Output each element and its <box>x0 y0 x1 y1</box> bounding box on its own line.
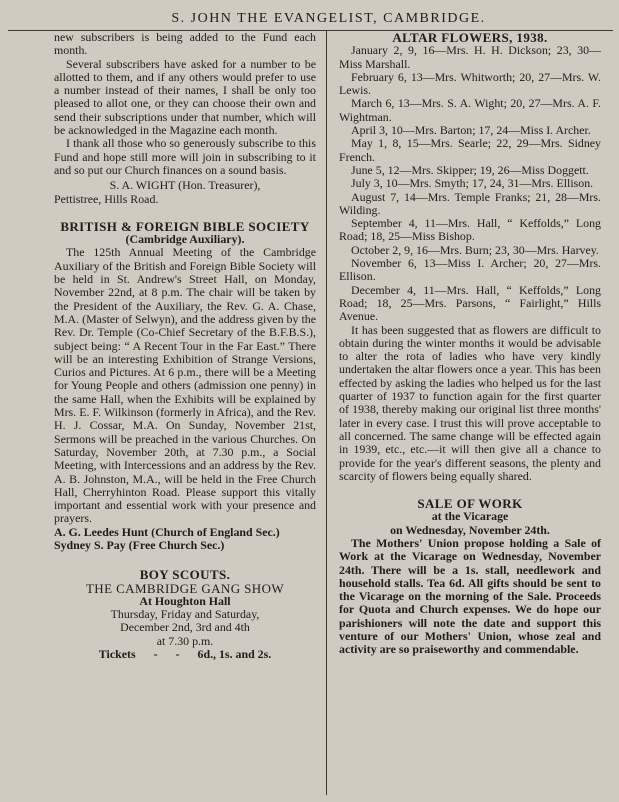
fund-section <box>54 31 316 206</box>
left-column <box>54 31 326 795</box>
treasurer-signature: S. A. WIGHT (Hon. Treasurer), <box>109 178 261 193</box>
gang-show-venue: At Houghton Hall <box>139 593 231 608</box>
gang-show-dates: December 2nd, 3rd and 4th <box>120 620 250 635</box>
altar-entry: November 6, 13—Miss I. Archer; 20, 27—Mrs. Ellison. <box>339 256 601 284</box>
treasurer-address: Pettistree, Hills Road. <box>54 191 159 206</box>
boy-scouts-section <box>54 568 316 661</box>
bible-society-subtitle: (Cambridge Auxiliary). <box>125 232 245 247</box>
altar-flowers-title: ALTAR FLOWERS, 1938. <box>392 30 548 45</box>
bible-society-section <box>54 220 316 552</box>
fund-paragraph-3: I thank all those who so generously subscribe to this Fund and hope still more will join in subscribing to it and so put our Church finances on a sound basis. <box>54 136 316 177</box>
tickets-label: Tickets <box>98 647 136 662</box>
altar-entry: September 4, 11—Mrs. Hall, “ Keffolds,” Long Road; 18, 25—Miss Bishop. <box>339 216 601 244</box>
gang-show-tickets <box>54 648 316 661</box>
altar-entry: October 2, 9, 16—Mrs. Burn; 23, 30—Mrs. Harvey. <box>351 242 599 257</box>
bible-society-title: BRITISH & FOREIGN BIBLE SOCIETY <box>60 218 310 234</box>
fund-paragraph-1: new subscribers is being added to the Fund each month. <box>54 30 316 58</box>
altar-flowers-section <box>339 31 601 483</box>
altar-entry: February 6, 13—Mrs. Whitworth; 20, 27—Mrs. W. Lewis. <box>339 69 601 98</box>
altar-entry: April 3, 10—Mrs. Barton; 17, 24—Miss I. Archer. <box>351 123 591 138</box>
church-of-england-secretary: A. G. Leedes Hunt (Church of England Sec.) <box>54 524 280 539</box>
altar-entry: May 1, 8, 15—Mrs. Searle; 22, 29—Mrs. Sidney French. <box>339 136 601 164</box>
altar-entry: July 3, 10—Mrs. Smyth; 17, 24, 31—Mrs. Ellison. <box>351 176 594 191</box>
altar-entry: August 7, 14—Mrs. Temple Franks; 21, 28—Mrs. Wilding. <box>339 189 601 217</box>
sale-of-work-title: SALE OF WORK <box>417 496 523 512</box>
sale-of-work-date: on Wednesday, November 24th. <box>390 522 550 537</box>
gang-show-time: at 7.30 p.m. <box>156 633 214 648</box>
sale-of-work-section <box>339 497 601 657</box>
sale-of-work-body: The Mothers' Union propose holding a Sale of Work at the Vicarage on Wednesday, November 24th. There will be a 1s. stall, needlework and household stalls. Tea 6d. All gifts should be sent to the Vicarage on the morning of the Sale. Proceeds for Quota and Church expenses. We do hope our parishioners will note the date and support this venture of our Mothers' Union, whose zeal and activity are so praiseworthy and commendable. <box>339 535 601 657</box>
altar-entry: March 6, 13—Mrs. S. A. Wight; 20, 27—Mrs. A. F. Wightman. <box>339 96 601 124</box>
sale-of-work-venue: at the Vicarage <box>431 509 509 524</box>
right-column <box>327 31 601 795</box>
altar-entry: June 5, 12—Mrs. Skipper; 19, 26—Miss Doggett. <box>351 162 589 177</box>
altar-rota-note: It has been suggested that as flowers are difficult to obtain during the winter months it would be advisable to alter the rota of ladies who have very kindly undertaken the altar flowers once a year. This has been effected by asking the ladies who helped us for the last quarter of 1937 to function again for the first quarter of 1938, thereby making our original list three months' later in every case. I trust this will prove acceptable to all concerned. The same change will be effected again in 1939, etc., etc.—it will then give all a chance to provide for the year's different seasons, the plenty and scarcity of flowers being equally shared. <box>339 322 601 483</box>
running-head: S. JOHN THE EVANGELIST, CAMBRIDGE. <box>171 11 486 26</box>
tickets-dash: - <box>175 647 180 662</box>
bible-society-body: The 125th Annual Meeting of the Cambridge Auxiliary of the British and Foreign Bible Society will be held in St. Andrew's Street Hall, on Monday, November 22nd, at 8 p.m. The chair will be taken by the President of the Auxiliary, the Rev. G. A. Chase, M.A. (Master of Selwyn), and the address given by the Rev. Dr. Temple (Co-Chief Secretary of the B.F.B.S.), subject being: “ A Recent Tour in the Far East.” There will be an interesting Exhibition of Strange Versions, Curios and Pictures. At 6 p.m., there will be a Meeting for Young People and others (admission one penny) in the same Hall, when the Exhibits will be explained by Mrs. E. F. Wilkinson (formerly in Africa), and the Rev. H. J. Cossar, M.A. On Sunday, November 21st, Sermons will be preached in the various Churches. On Saturday, November 20th, at 7.30 p.m., a Social Meeting, with Intercessions and an address by the Rev. A. B. Johnston, M.A., will be held in the Free Church Hall, Cherryhinton Road. Please support this vitally important and essential work with your presence and prayers. <box>54 245 316 526</box>
altar-entry: January 2, 9, 16—Mrs. H. H. Dickson; 23, 30—Miss Marshall. <box>339 43 601 71</box>
tickets-prices: 6d., 1s. and 2s. <box>197 647 272 662</box>
gang-show-title: THE CAMBRIDGE GANG SHOW <box>85 580 285 596</box>
free-church-secretary: Sydney S. Pay (Free Church Sec.) <box>54 537 225 552</box>
gang-show-days: Thursday, Friday and Saturday, <box>110 607 260 622</box>
columns <box>54 31 603 795</box>
boy-scouts-title: BOY SCOUTS. <box>139 567 231 583</box>
altar-entry: December 4, 11—Mrs. Hall, “ Keffolds,” Long Road; 18, 25—Mrs. Parsons, “ Fairlight,” Hills Avenue. <box>339 282 601 324</box>
tickets-dash: - <box>153 647 158 662</box>
fund-paragraph-2: Several subscribers have asked for a number to be allotted to them, and if any others would prefer to use a number instead of their names, I shall be only too pleased to allot one, or they can choose their own and send their subscriptions under that number, which will be acknowledged in the Magazine each month. <box>54 56 316 138</box>
